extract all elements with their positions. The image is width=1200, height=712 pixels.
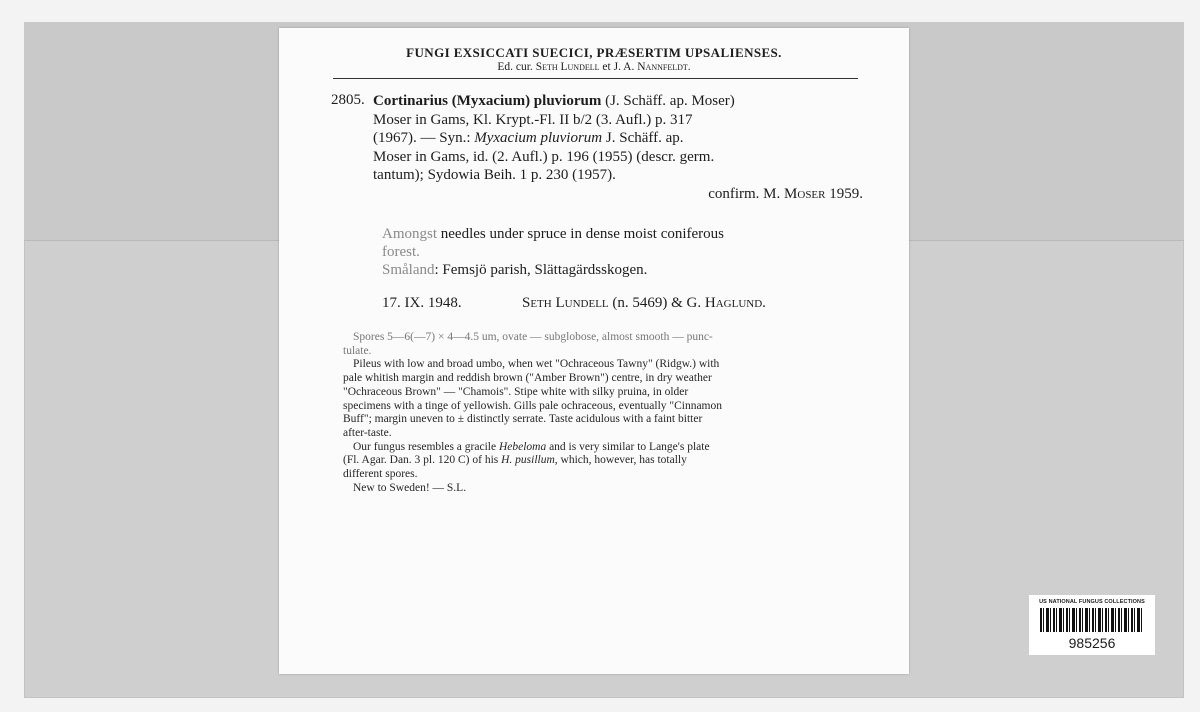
spores-line-1: Spores 5—6(—7) × 4—4.5 um, ovate — subglobose, almost smooth — punc-	[353, 331, 713, 343]
citation-line-1: Cortinarius (Myxacium) pluviorum (J. Schäff. ap. Moser)	[373, 93, 735, 109]
specimen-label	[279, 28, 909, 674]
confirmation-line: confirm. M. Moser 1959.	[708, 185, 863, 202]
comparison-line-2: (Fl. Agar. Dan. 3 pl. 120 C) of his H. pusillum, which, however, has totally	[343, 454, 687, 467]
exsiccata-number: 2805.	[331, 92, 365, 108]
pileus-line-4: specimens with a tinge of yellowish. Gills pale ochraceous, eventually "Cinnamon	[343, 399, 722, 412]
collection-date: 17. IX. 1948.	[382, 295, 462, 311]
barcode-label	[1028, 594, 1156, 656]
pileus-line-3: "Ochraceous Brown" — "Chamois". Stipe white with silky pruina, in older	[343, 385, 689, 398]
series-title: FUNGI EXSICCATI SUECICI, PRÆSERTIM UPSALIENSES.	[406, 45, 782, 60]
new-record-line: New to Sweden! — S.L.	[353, 481, 467, 494]
editors-line: Ed. cur. Seth Lundell et J. A. Nannfeldt.	[497, 61, 691, 73]
citation-line-2: Moser in Gams, Kl. Krypt.-Fl. II b/2 (3. Aufl.) p. 317	[373, 111, 693, 128]
comparison-line-1: Our fungus resembles a gracile Hebeloma and is very similar to Lange's plate	[353, 440, 710, 453]
habitat-line: Amongst needles under spruce in dense moist coniferous	[382, 226, 725, 242]
barcode-icon	[1040, 608, 1144, 632]
citation-line-3: (1967). — Syn.: Myxacium pluviorum J. Schäff. ap.	[373, 130, 684, 146]
header-rule	[333, 78, 858, 79]
institution-name: US NATIONAL FUNGUS COLLECTIONS	[1039, 599, 1145, 605]
citation-line-5: tantum); Sydowia Beih. 1 p. 230 (1957).	[373, 167, 616, 183]
pileus-line-2: pale whitish margin and reddish brown ("Amber Brown") centre, in dry weather	[343, 372, 712, 385]
spores-line-2: tulate.	[343, 344, 372, 357]
barcode-number: 985256	[1068, 635, 1116, 651]
locality-block	[382, 225, 862, 279]
place-line: Småland: Femsjö parish, Slättagärdsskogen.	[382, 262, 648, 278]
taxon-citation	[373, 92, 863, 203]
habitat-line-2: forest.	[382, 244, 420, 260]
taxon-name: Cortinarius (Myxacium) pluviorum	[373, 93, 602, 109]
comparison-line-3: different spores.	[343, 468, 418, 481]
pileus-line-5: Buff"; margin uneven to ± distinctly serrate. Taste acidulous with a faint bitter	[343, 413, 703, 426]
citation-line-4: Moser in Gams, id. (2. Aufl.) p. 196 (1955) (descr. germ.	[373, 148, 715, 165]
collectors: Seth Lundell (n. 5469) & G. Haglund.	[522, 295, 766, 311]
pileus-line-1: Pileus with low and broad umbo, when wet "Ochraceous Tawny" (Ridgw.) with	[353, 358, 720, 371]
pileus-line-6: after-taste.	[343, 426, 392, 439]
description-notes	[343, 331, 863, 495]
